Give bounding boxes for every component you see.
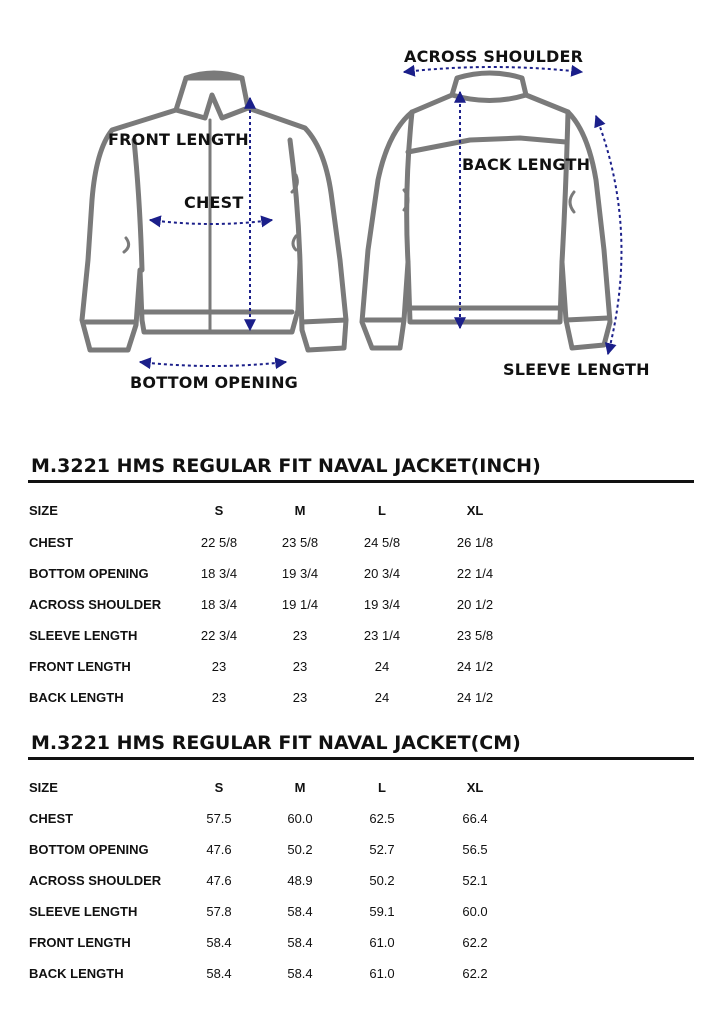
table-cell: 23 (292, 659, 308, 674)
table-cell: 48.9 (287, 873, 313, 888)
table-cell: 20 1/2 (456, 597, 494, 612)
cm-table-rule (28, 757, 694, 760)
across-shoulder-label: ACROSS SHOULDER (404, 47, 584, 66)
back-length-label: BACK LENGTH (462, 155, 591, 174)
table-header-xl: XL (466, 503, 484, 518)
front-length-label: FRONT LENGTH (108, 130, 249, 149)
table-cell: 24 (374, 690, 390, 705)
table-cell: 22 3/4 (200, 628, 238, 643)
cm-table-title: M.3221 HMS REGULAR FIT NAVAL JACKET(CM) (31, 732, 521, 754)
table-row-label: ACROSS SHOULDER (29, 597, 162, 612)
table-cell: 56.5 (462, 842, 488, 857)
table-cell: 24 (374, 659, 390, 674)
table-row-label: BACK LENGTH (29, 690, 124, 705)
table-cell: 26 1/8 (456, 535, 494, 550)
table-cell: 23 5/8 (456, 628, 494, 643)
table-cell: 22 1/4 (456, 566, 494, 581)
table-cell: 47.6 (206, 842, 232, 857)
table-cell: 22 5/8 (200, 535, 238, 550)
table-row-label: ACROSS SHOULDER (29, 873, 162, 888)
table-cell: 61.0 (369, 966, 395, 981)
table-cell: 23 5/8 (281, 535, 319, 550)
table-cell: 24 5/8 (363, 535, 401, 550)
table-row-label: BOTTOM OPENING (29, 842, 149, 857)
table-cell: 57.8 (206, 904, 232, 919)
jacket-measurement-diagram (0, 0, 723, 420)
table-cell: 61.0 (369, 935, 395, 950)
chest-label: CHEST (184, 193, 244, 212)
sleeve-length-label: SLEEVE LENGTH (503, 360, 650, 379)
table-row-label: SLEEVE LENGTH (29, 904, 138, 919)
table-row-label: FRONT LENGTH (29, 659, 131, 674)
table-header-size: SIZE (29, 503, 58, 518)
bottom-opening-arrow (140, 362, 286, 366)
table-cell: 60.0 (462, 904, 488, 919)
table-cell: 47.6 (206, 873, 232, 888)
table-header-s: S (214, 503, 224, 518)
table-cell: 62.2 (462, 966, 488, 981)
table-cell: 19 3/4 (363, 597, 401, 612)
jacket-back-drawing (362, 73, 610, 348)
table-cell: 24 1/2 (456, 659, 494, 674)
table-cell: 58.4 (206, 935, 232, 950)
table-row-label: CHEST (29, 811, 74, 826)
table-header-size: SIZE (29, 780, 58, 795)
table-row-label: BOTTOM OPENING (29, 566, 149, 581)
table-cell: 20 3/4 (363, 566, 401, 581)
table-cell: 50.2 (287, 842, 313, 857)
table-header-m: M (294, 780, 306, 795)
table-cell: 58.4 (287, 935, 313, 950)
table-cell: 59.1 (369, 904, 395, 919)
table-header-m: M (294, 503, 306, 518)
table-cell: 62.5 (369, 811, 395, 826)
table-row-label: BACK LENGTH (29, 966, 124, 981)
table-cell: 19 1/4 (281, 597, 319, 612)
inch-table-rule (28, 480, 694, 483)
table-cell: 23 (211, 690, 227, 705)
table-row-label: FRONT LENGTH (29, 935, 131, 950)
table-cell: 66.4 (462, 811, 488, 826)
table-cell: 50.2 (369, 873, 395, 888)
table-cell: 60.0 (287, 811, 313, 826)
table-cell: 57.5 (206, 811, 232, 826)
table-cell: 58.4 (206, 966, 232, 981)
table-cell: 58.4 (287, 966, 313, 981)
table-header-l: L (378, 503, 386, 518)
table-cell: 24 1/2 (456, 690, 494, 705)
table-row-label: CHEST (29, 535, 74, 550)
table-cell: 52.1 (462, 873, 488, 888)
table-cell: 23 (211, 659, 227, 674)
table-cell: 19 3/4 (281, 566, 319, 581)
table-cell: 18 3/4 (200, 597, 238, 612)
table-header-l: L (378, 780, 386, 795)
bottom-opening-label: BOTTOM OPENING (130, 373, 299, 392)
table-cell: 52.7 (369, 842, 395, 857)
table-cell: 62.2 (462, 935, 488, 950)
inch-table-title: M.3221 HMS REGULAR FIT NAVAL JACKET(INCH) (31, 455, 541, 477)
table-cell: 23 (292, 628, 308, 643)
table-header-s: S (214, 780, 224, 795)
table-cell: 23 1/4 (363, 628, 401, 643)
table-cell: 18 3/4 (200, 566, 238, 581)
table-row-label: SLEEVE LENGTH (29, 628, 138, 643)
table-header-xl: XL (466, 780, 484, 795)
table-cell: 23 (292, 690, 308, 705)
table-cell: 58.4 (287, 904, 313, 919)
